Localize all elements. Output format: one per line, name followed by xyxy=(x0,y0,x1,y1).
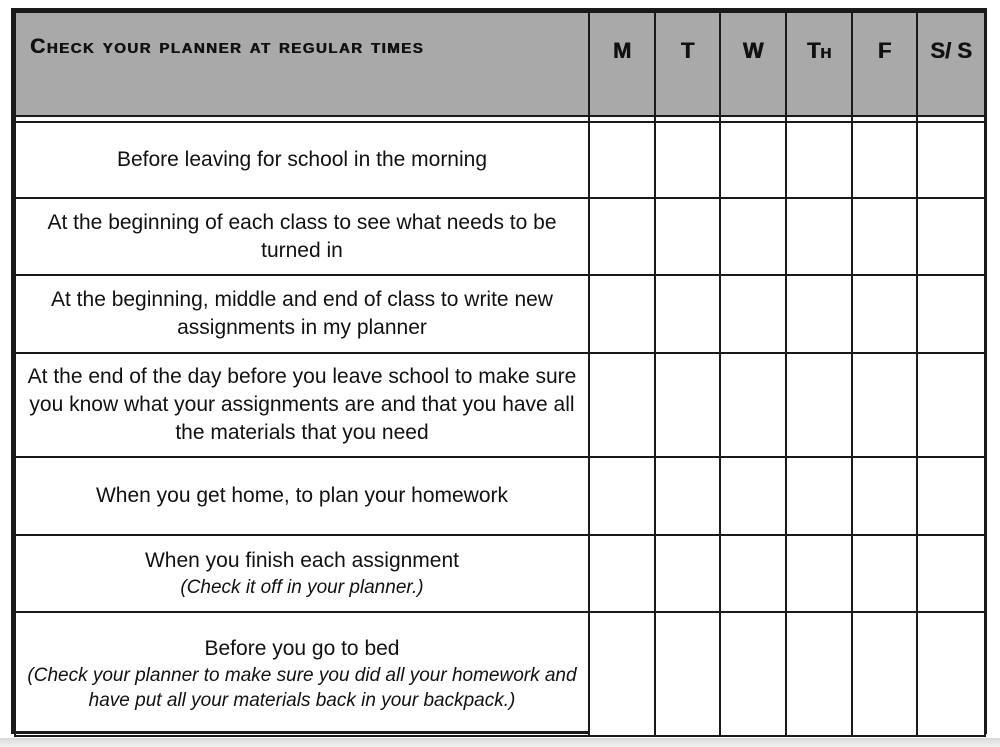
task-cell xyxy=(15,612,589,736)
table-row xyxy=(15,535,985,612)
check-cell-monday[interactable] xyxy=(589,275,655,353)
task-cell xyxy=(15,535,589,612)
check-cell-wednesday[interactable] xyxy=(720,535,786,612)
check-cell-weekend[interactable] xyxy=(917,353,985,457)
day-header-monday: M xyxy=(589,12,655,116)
check-cell-friday[interactable] xyxy=(852,275,917,353)
task-cell xyxy=(15,457,589,535)
check-cell-thursday[interactable] xyxy=(786,275,852,353)
task-cell xyxy=(15,198,589,275)
planner-checklist-table xyxy=(14,11,986,737)
task-text: At the end of the day before you leave school to make sure you know what your assignments are and that you have all the materials that you need xyxy=(27,365,577,444)
task-text: When you finish each assignment xyxy=(144,549,459,572)
page-bottom-edge xyxy=(0,738,1000,747)
check-cell-thursday[interactable] xyxy=(786,612,852,736)
check-cell-weekend[interactable] xyxy=(917,457,985,535)
table-title: Check your planner at regular times xyxy=(15,12,589,116)
task-note: (Check your planner to make sure you did all your homework and have put all your materials back in your backpack.) xyxy=(27,665,577,711)
task-cell xyxy=(15,122,589,198)
table-row xyxy=(15,457,985,535)
table-row xyxy=(15,353,985,457)
check-cell-thursday[interactable] xyxy=(786,122,852,198)
check-cell-tuesday[interactable] xyxy=(655,122,720,198)
check-cell-thursday[interactable] xyxy=(786,198,852,275)
check-cell-thursday[interactable] xyxy=(786,457,852,535)
check-cell-monday[interactable] xyxy=(589,457,655,535)
check-cell-friday[interactable] xyxy=(852,198,917,275)
check-cell-wednesday[interactable] xyxy=(720,353,786,457)
day-header-friday: F xyxy=(852,12,917,116)
day-header-weekend: S/ S xyxy=(917,12,985,116)
task-text: At the beginning, middle and end of class to write new assignments in my planner xyxy=(51,288,553,339)
check-cell-weekend[interactable] xyxy=(917,275,985,353)
header-row xyxy=(15,12,985,116)
check-cell-friday[interactable] xyxy=(852,353,917,457)
table-row xyxy=(15,122,985,198)
check-cell-monday[interactable] xyxy=(589,535,655,612)
check-cell-tuesday[interactable] xyxy=(655,275,720,353)
check-cell-weekend[interactable] xyxy=(917,122,985,198)
check-cell-friday[interactable] xyxy=(852,457,917,535)
check-cell-wednesday[interactable] xyxy=(720,612,786,736)
day-header-tuesday: T xyxy=(655,12,720,116)
day-header-wednesday: W xyxy=(720,12,786,116)
check-cell-monday[interactable] xyxy=(589,353,655,457)
check-cell-friday[interactable] xyxy=(852,535,917,612)
check-cell-wednesday[interactable] xyxy=(720,275,786,353)
task-note: (Check it off in your planner.) xyxy=(180,577,424,598)
check-cell-wednesday[interactable] xyxy=(720,198,786,275)
day-header-thursday: Th xyxy=(786,12,852,116)
check-cell-tuesday[interactable] xyxy=(655,353,720,457)
task-text: At the beginning of each class to see what needs to be turned in xyxy=(47,210,557,262)
check-cell-wednesday[interactable] xyxy=(720,122,786,198)
check-cell-wednesday[interactable] xyxy=(720,457,786,535)
table-row xyxy=(15,275,985,353)
check-cell-monday[interactable] xyxy=(589,612,655,736)
check-cell-monday[interactable] xyxy=(589,122,655,198)
task-text: Before you go to bed xyxy=(204,637,400,660)
check-cell-friday[interactable] xyxy=(852,122,917,198)
check-cell-weekend[interactable] xyxy=(917,612,985,736)
task-text: Before leaving for school in the morning xyxy=(116,148,488,171)
check-cell-weekend[interactable] xyxy=(917,535,985,612)
task-cell xyxy=(15,353,589,457)
check-cell-tuesday[interactable] xyxy=(655,535,720,612)
check-cell-monday[interactable] xyxy=(589,198,655,275)
check-cell-tuesday[interactable] xyxy=(655,198,720,275)
planner-checklist-sheet xyxy=(11,8,987,734)
check-cell-thursday[interactable] xyxy=(786,535,852,612)
task-text: When you get home, to plan your homework xyxy=(95,484,509,507)
table-row xyxy=(15,198,985,275)
table-row xyxy=(15,612,985,736)
check-cell-thursday[interactable] xyxy=(786,353,852,457)
check-cell-friday[interactable] xyxy=(852,612,917,736)
check-cell-tuesday[interactable] xyxy=(655,612,720,736)
task-cell xyxy=(15,275,589,353)
check-cell-weekend[interactable] xyxy=(917,198,985,275)
check-cell-tuesday[interactable] xyxy=(655,457,720,535)
